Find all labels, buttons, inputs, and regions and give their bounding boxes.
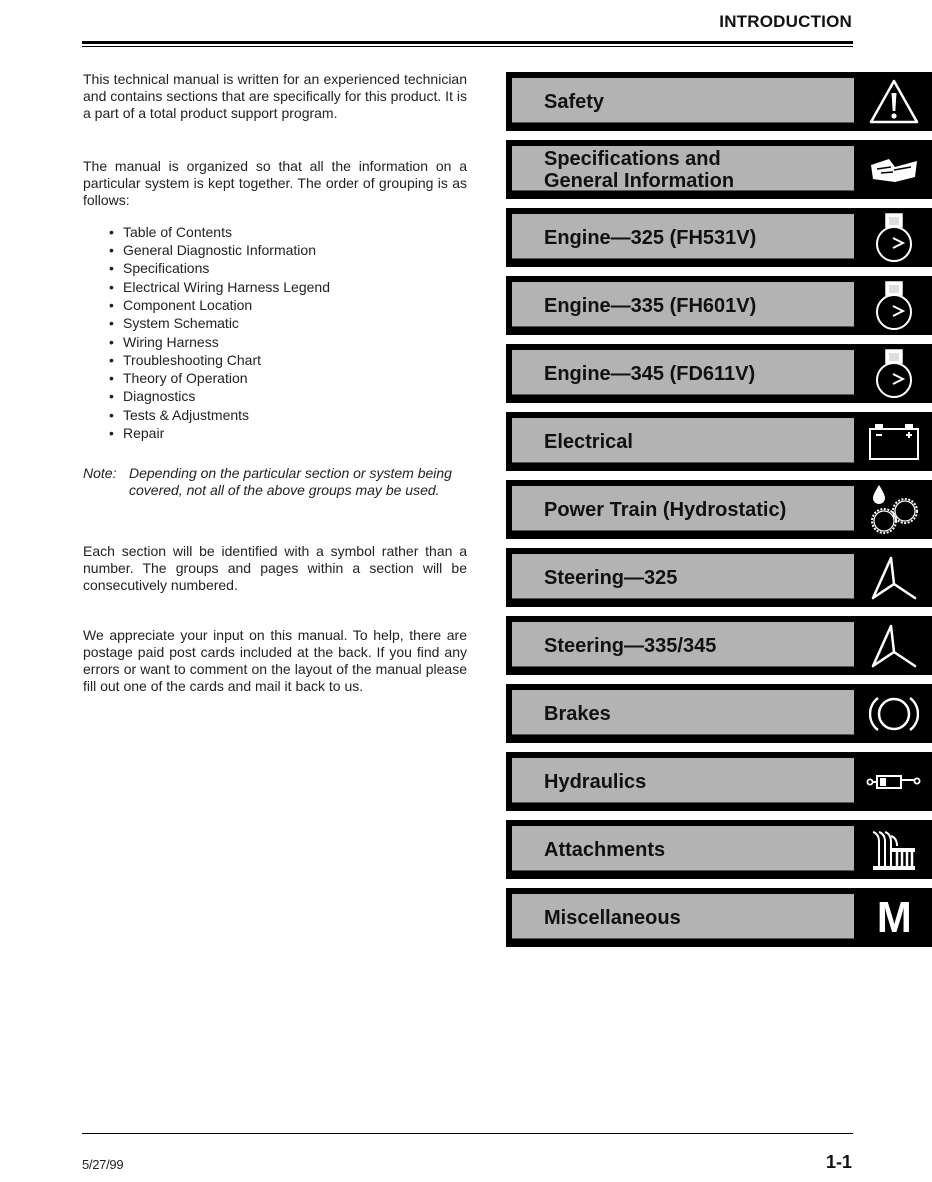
- section-label-line: General Information: [544, 169, 735, 192]
- symbol-paragraph: Each section will be identified with a symbol rather than a number. The groups and pages within a section will be consecutively numbered.: [83, 542, 467, 593]
- intro-paragraph: This technical manual is written for an experienced technician and contains sections that are specifically for this product. It is a part of a total product support program.: [83, 71, 467, 121]
- intro-text-column: [83, 71, 467, 695]
- section-tab-steering-325[interactable]: [506, 548, 932, 607]
- header-rule: [82, 46, 853, 47]
- footer-date: 5/27/99: [82, 1157, 124, 1172]
- section-label: Steering—335/345: [544, 634, 717, 657]
- section-tab-hydraulics[interactable]: [506, 752, 932, 811]
- steering-icon: [856, 616, 932, 675]
- section-label-line: Specifications and: [544, 147, 721, 170]
- section-tabs: [506, 72, 932, 956]
- page-number: 1-1: [825, 1152, 852, 1172]
- battery-icon: [856, 412, 932, 471]
- grouping-list: [83, 223, 467, 443]
- footer-rule: [82, 1133, 853, 1134]
- hydraulic-cylinder-icon: [856, 752, 932, 811]
- list-item: • Theory of Operation: [109, 369, 467, 387]
- note-label: Note:: [83, 465, 117, 482]
- letter-m-glyph: M: [876, 892, 912, 942]
- feedback-paragraph: We appreciate your input on this manual. To help, there are postage paid post cards included at the back. If you find any errors or want to comment on the layout of the manual please fill out one of the cards and mail it back to us.: [83, 627, 467, 694]
- section-tab-specifications[interactable]: [506, 140, 932, 199]
- note-text: Depending on the particular section or system being covered, not all of the above groups may be used.: [129, 465, 452, 499]
- section-label: Brakes: [544, 702, 611, 725]
- warning-triangle-icon: [856, 72, 932, 131]
- organization-paragraph: The manual is organized so that all the information on a particular system is kept together. The order of grouping is as follows:: [83, 158, 467, 208]
- section-tab-attachments[interactable]: [506, 820, 932, 879]
- section-tab-miscellaneous[interactable]: [506, 888, 932, 947]
- section-label: Engine—335 (FH601V): [544, 294, 757, 317]
- section-label: Safety: [544, 90, 605, 113]
- section-label: Miscellaneous: [544, 906, 681, 929]
- gears-oil-drop-icon: [856, 480, 932, 539]
- section-label: Engine—345 (FD611V): [544, 362, 756, 385]
- section-tab-engine-335[interactable]: [506, 276, 932, 335]
- note: [83, 465, 467, 499]
- section-label: Attachments: [544, 838, 666, 861]
- steering-icon: [856, 548, 932, 607]
- list-item: • Table of Contents: [109, 223, 467, 241]
- list-item: • Wiring Harness: [109, 333, 467, 351]
- section-label: Electrical: [544, 430, 633, 453]
- header-rule: [82, 41, 853, 44]
- section-tab-power-train[interactable]: [506, 480, 932, 539]
- section-tab-electrical[interactable]: [506, 412, 932, 471]
- section-tab-safety[interactable]: [506, 72, 932, 131]
- section-tab-engine-345[interactable]: [506, 344, 932, 403]
- section-tab-steering-335-345[interactable]: [506, 616, 932, 675]
- section-tab-brakes[interactable]: [506, 684, 932, 743]
- list-item: • System Schematic: [109, 314, 467, 332]
- list-item: • Repair: [109, 424, 467, 442]
- section-label: [544, 148, 734, 192]
- open-book-icon: [856, 140, 932, 199]
- list-item: • Specifications: [109, 259, 467, 277]
- section-label: Steering—325: [544, 566, 678, 589]
- engine-gauge-icon: [856, 344, 932, 403]
- list-item: • Diagnostics: [109, 387, 467, 405]
- brake-drum-icon: [856, 684, 932, 743]
- section-label: Engine—325 (FH531V): [544, 226, 757, 249]
- attachment-rake-icon: [856, 820, 932, 879]
- section-tab-engine-325[interactable]: [506, 208, 932, 267]
- list-item: • Electrical Wiring Harness Legend: [109, 278, 467, 296]
- list-item: • Component Location: [109, 296, 467, 314]
- section-label: Power Train (Hydrostatic): [544, 498, 787, 521]
- page-title: INTRODUCTION: [719, 12, 852, 31]
- letter-m-icon: [856, 888, 932, 947]
- engine-gauge-icon: [856, 208, 932, 267]
- list-item: • Troubleshooting Chart: [109, 351, 467, 369]
- engine-gauge-icon: [856, 276, 932, 335]
- list-item: • General Diagnostic Information: [109, 241, 467, 259]
- list-item: • Tests & Adjustments: [109, 406, 467, 424]
- section-label: Hydraulics: [544, 770, 647, 793]
